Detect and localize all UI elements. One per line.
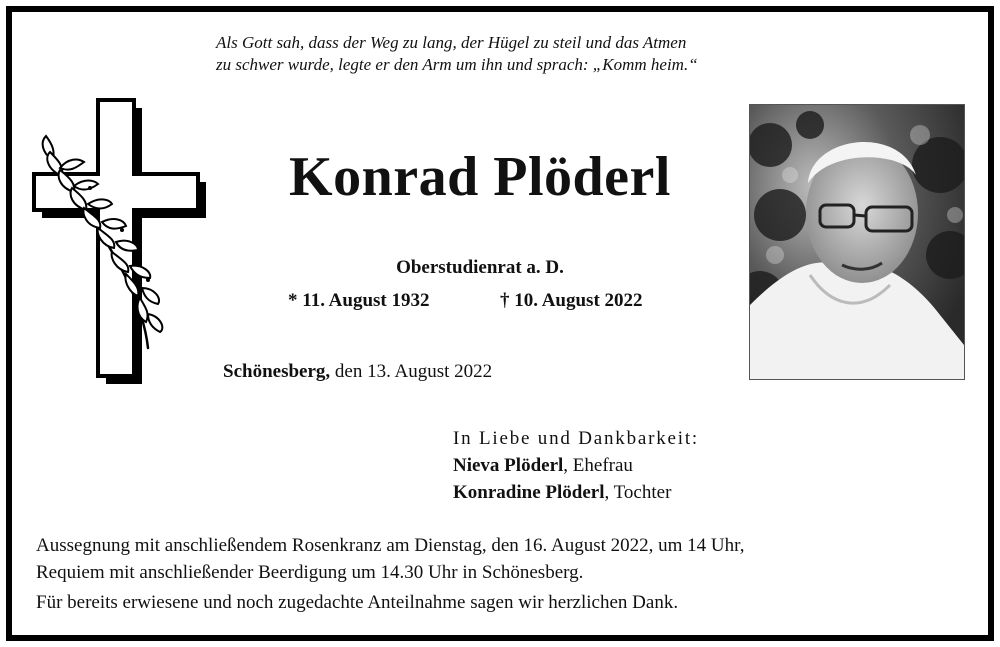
mourner-relation: , Tochter (604, 482, 672, 503)
place-and-date (223, 361, 492, 383)
deceased-title: Oberstudienrat a. D. (396, 257, 564, 278)
notice-date: den 13. August 2022 (330, 361, 493, 382)
birth-date: * 11. August 1932 (288, 290, 430, 311)
mourner-row (453, 452, 699, 479)
death-date: † 10. August 2022 (500, 290, 643, 311)
thanks-line: Für bereits erwiesene und noch zugedachte Anteilnahme sagen wir herzlichen Dank. (36, 592, 679, 613)
service-line-1: Aussegnung mit anschließendem Rosenkranz am Dienstag, den 16. August 2022, um 14 Uhr, (36, 535, 745, 556)
mourner-name: Konradine Plöderl (453, 482, 605, 503)
service-details (36, 532, 956, 586)
mourner-row (453, 479, 699, 506)
quote-line-2: zu schwer wurde, legte er den Arm um ihn und sprach: „Komm heim.“ (216, 55, 698, 74)
cross-with-palm-branch-icon (30, 96, 210, 386)
mourners (453, 425, 699, 506)
quote-line-1: Als Gott sah, dass der Weg zu lang, der Hügel zu steil und das Atmen (216, 33, 687, 52)
service-line-2: Requiem mit anschließender Beerdigung um 14.30 Uhr in Schönesberg. (36, 562, 584, 583)
memorial-quote (216, 32, 776, 76)
mourners-intro: In Liebe und Dankbarkeit: (453, 428, 700, 449)
place-name: Schönesberg, (223, 361, 331, 382)
deceased-name: Konrad Plöderl (289, 146, 671, 208)
mourner-name: Nieva Plöderl (453, 455, 564, 476)
portrait-photo (749, 104, 965, 380)
mourner-relation: , Ehefrau (563, 455, 633, 476)
